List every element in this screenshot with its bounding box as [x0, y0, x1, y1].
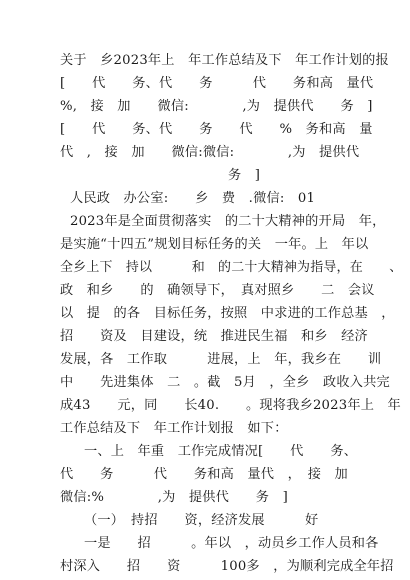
paragraph-line: 全乡上下 持以 和 的二十大精神为指导，在 、: [60, 260, 403, 275]
paragraph-line: 政 和乡 的 确领导下， 真对照乡 二 会议: [60, 283, 375, 298]
text-line: %, 接 加 微信: ,为 提供代 务 ]: [60, 99, 373, 114]
paragraph-line: 是实施“十四五”规划目标任务的关 一年。上 年以: [60, 237, 369, 252]
paragraph-line: 村深入 招 资 100多 ，为顺利完成全年招: [60, 559, 394, 574]
subsection-heading: （一） 持招 资，经济发展 好: [84, 513, 319, 528]
paragraph-line: 一是 招 。年以 ，动员乡工作人员和各: [84, 536, 379, 551]
paragraph-line: 微信:% ,为 提供代 务 ]: [60, 490, 288, 505]
text-line: [ 代 务、代 务 代 务和高 量代: [60, 76, 374, 91]
section-heading: 一、上 年重 工作完成情况[ 代 务、: [84, 444, 358, 459]
paragraph-line: 发展，各 工作取 进展，上 年，我乡在 训: [60, 352, 382, 367]
paragraph-line: 招 资及 目建设，统 推进民生福 和乡 经济: [60, 329, 368, 344]
paragraph-line: 工作总结及下 年工作计划报 如下：: [60, 421, 288, 436]
paragraph-line: 中 先进集体 二 。截 5月 ，全乡 政收入共完: [60, 375, 390, 390]
paragraph-line: 2023年是全面贯彻落实 的二十大精神的开局 年，: [70, 214, 386, 229]
text-line: [ 代 务、代 务 代 % 务和高 量: [60, 122, 373, 137]
report-title-line: 关于 乡2023年上 年工作总结及下 年工作计划的报: [60, 53, 389, 68]
office-line: 人民政 办公室: 乡 费 .微信: 01: [70, 191, 316, 206]
paragraph-line: 代 务 代 务和高 量代 ， 接 加: [60, 467, 348, 482]
paragraph-line: 以 提 的各 目标任务，按照 中求进的工作总基 ，: [60, 306, 395, 321]
paragraph-line: 成43 元，同 长40. 。现将我乡2023年上 年: [60, 398, 401, 413]
text-line: 务 ]: [228, 168, 261, 183]
text-line: 代 , 接 加 微信:微信: ,为 提供代: [60, 145, 360, 160]
